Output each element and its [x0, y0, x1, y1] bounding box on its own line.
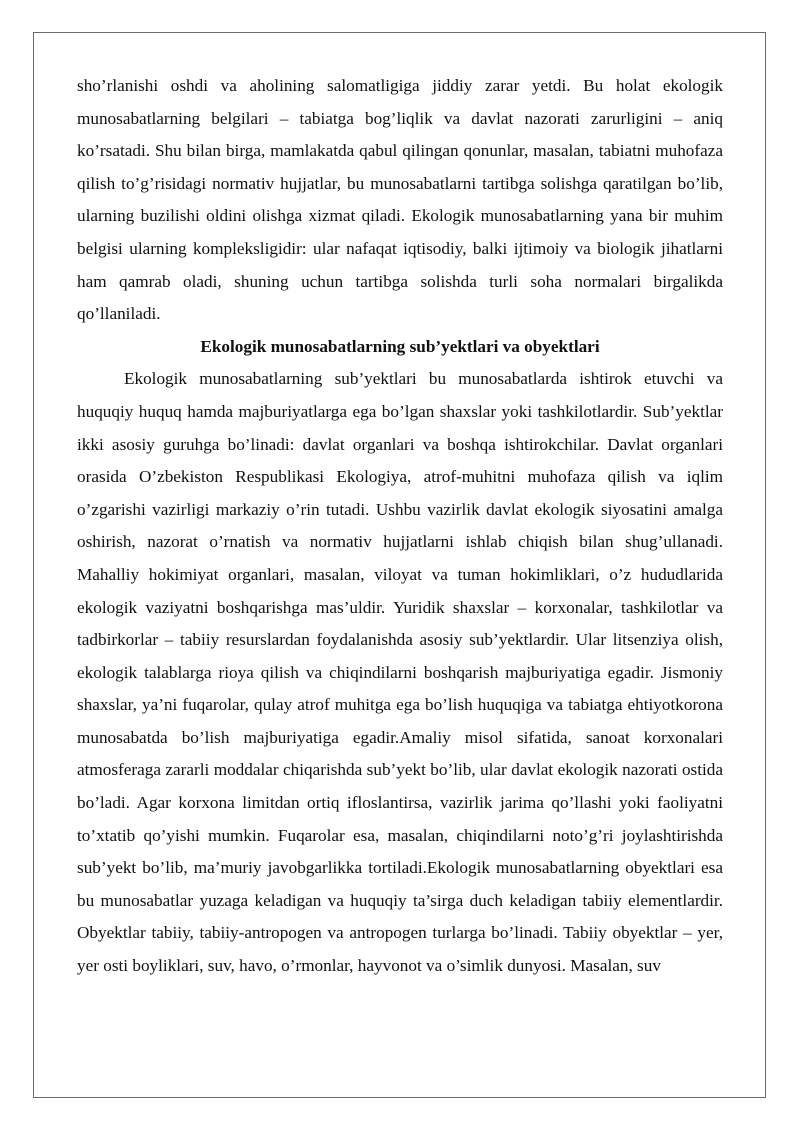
section-heading: Ekologik munosabatlarning sub’yektlari va obyektlari	[200, 336, 600, 356]
body-paragraph: Ekologik munosabatlarning sub’yektlari bu munosabatlarda ishtirok etuvchi va huquqiy huquq hamda majburiyatlarga ega bo’lgan shaxslar yoki tashkilotlardir. Sub’yektlar ikki asosiy guruhga bo’linadi: davlat organlari va boshqa ishtirokchilar. Davlat organlari orasida O’zbekiston Respublikasi Ekologiya, atrof-muhitni muhofaza qilish va iqlim o’zgarishi vazirligi markaziy o’rin tutadi. Ushbu vazirlik davlat ekologik siyosatini amalga oshirish, nazorat o’rnatish va normativ hujjatlarni ishlab chiqish bilan shug’ullanadi. Mahalliy hokimiyat organlari, masalan, viloyat va tuman hokimliklari, o’z hududlarida ekologik vaziyatni boshqarishga mas’uldir. Yuridik shaxslar – korxonalar, tashkilotlar va tadbirkorlar – tabiiy resurslardan foydalanishda asosiy sub’yektlardir. Ular litsenziya olish, ekologik talablarga rioya qilish va chiqindilarni boshqarish majburiyatiga egadir. Jismoniy shaxslar, ya’ni fuqarolar, qulay atrof muhitga ega bo’lish huquqiga va tabiatga ehtiyotkorona munosabatda bo’lish majburiyatiga egadir.Amaliy misol sifatida, sanoat korxonalari atmosferaga zararli moddalar chiqarishda sub’yekt bo’lib, ular davlat ekologik nazorati ostida bo’ladi. Agar korxona limitdan ortiq ifloslantirsa, vazirlik jarima qo’llashi yoki faoliyatni to’xtatib qo’yishi mumkin. Fuqarolar esa, masalan, chiqindilarni noto’g’ri joylashtirishda sub’yekt bo’lib, ma’muriy javobgarlikka tortiladi.Ekologik munosabatlarning obyektlari esa bu munosabatlar yuzaga keladigan va huquqiy ta’sirga duch keladigan tabiiy elementlardir. Obyektlar tabiiy, tabiiy-antropogen va antropogen turlarga bo’linadi. Tabiiy obyektlar – yer, yer osti boyliklari, suv, havo, o’rmonlar, hayvonot va o’simlik dunyosi. Masalan, suv	[77, 369, 723, 976]
document-body	[77, 70, 723, 983]
body-paragraph: sho’rlanishi oshdi va aholining salomatligiga jiddiy zarar yetdi. Bu holat ekologik munosabatlarning belgilari – tabiatga bog’liqlik va davlat nazorati zarurligini – aniq ko’rsatadi. Shu bilan birga, mamlakatda qabul qilingan qonunlar, masalan, tabiatni muhofaza qilish to’g’risidagi normativ hujjatlar, bu munosabatlarni tartibga solishga qaratilgan bo’lib, ularning buzilishi oldini olishga xizmat qiladi. Ekologik munosabatlarning yana bir muhim belgisi ularning kompleksligidir: ular nafaqat iqtisodiy, balki ijtimoiy va biologik jihatlarni ham qamrab oladi, shuning uchun tartibga solishda turli soha normalari birgalikda qo’llaniladi.	[77, 76, 723, 324]
